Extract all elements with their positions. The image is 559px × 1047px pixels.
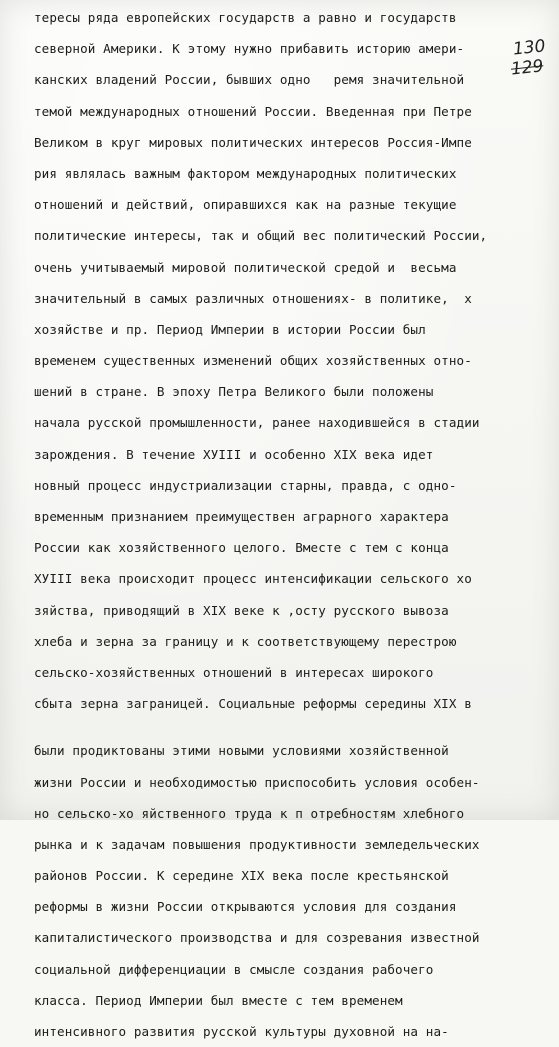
text-line: рынка и к задачам повышения продуктивности земледельческих — [34, 836, 480, 852]
text-line: хлеба и зерна за границу и к соответствующему перестрою — [34, 633, 457, 649]
text-line: реформы в жизни России открываются условия для создания — [34, 899, 457, 915]
text-line: жизни России и необходимостью приспособить условия особен- — [34, 774, 480, 790]
text-line: темой международных отношений России. Введенная при Петре — [34, 103, 472, 119]
text-line: временным признанием преимуществен аграрного характера — [34, 509, 449, 524]
text-line: интенсивного развития русской культуры духовной на на- — [34, 1024, 449, 1039]
text-line: были продиктованы этими новыми условиями хозяйственной — [34, 743, 449, 759]
text-line: сельско-хозяйственных отношений в интересах широкого — [34, 664, 434, 680]
text-line: новный процесс индустриализации старны, правда, с одно- — [34, 477, 457, 493]
text-line: зарождения. В течение ХУIII и особенно XIX века идет — [34, 446, 434, 462]
text-line: отношений и действий, опиравшихся как на разные текущие — [34, 197, 457, 213]
text-line: России как хозяйственного целого. Вместе с тем с конца — [34, 540, 449, 556]
text-line: Великом в круг мировых политических интересов Россия-Импе — [34, 134, 472, 150]
text-line: хозяйстве и пр. Период Империи в истории России был — [34, 321, 426, 337]
text-line: класса. Период Империи был вместе с тем временем — [34, 992, 403, 1008]
text-line: политические интересы, так и общий вес политический России, — [34, 228, 488, 244]
handwritten-page-number-crossed: 129 — [509, 56, 544, 80]
text-line: сбыта зерна заграницей. Социальные реформы середины XIX в — [34, 696, 472, 712]
text-line: но сельско-хо яйственного труда к п отребностям хлебного — [34, 805, 465, 821]
text-line: начала русской промышленности, ранее находившейся в стадии — [34, 415, 480, 431]
text-line: зяйства, приводящий в XIX веке к ,осту русского вывоза — [34, 602, 449, 618]
typed-text-block — [34, 2, 534, 1047]
text-line: северной Америки. К этому нужно прибавить историю амери- — [34, 41, 465, 57]
text-line: шений в стране. В эпоху Петра Великого были положены — [34, 384, 434, 400]
text-line: канских владений России, бывших одно ремя значительной — [34, 72, 465, 88]
text-line: капиталистического производства и для созревания известной — [34, 930, 480, 946]
text-line: районов России. К середине XIX века после крестьянской — [34, 868, 449, 884]
text-line: ХУIII века происходит процесс интенсификации сельского хо — [34, 571, 472, 587]
text-line: временем существенных изменений общих хозяйственных отно- — [34, 353, 472, 369]
text-line: социальной дифференциации в смысле создания рабочего — [34, 961, 434, 977]
text-line: значительный в самых различных отношениях- в политике, х — [34, 290, 472, 306]
handwritten-page-number: 130 — [511, 36, 546, 60]
text-line: тересы ряда европейских государств а равно и государств — [34, 10, 457, 25]
paragraph-gap — [34, 719, 534, 735]
text-line: рия являлась важным фактором международных политических — [34, 165, 457, 181]
text-line: очень учитываемый мировой политической средой и весьма — [34, 259, 457, 275]
